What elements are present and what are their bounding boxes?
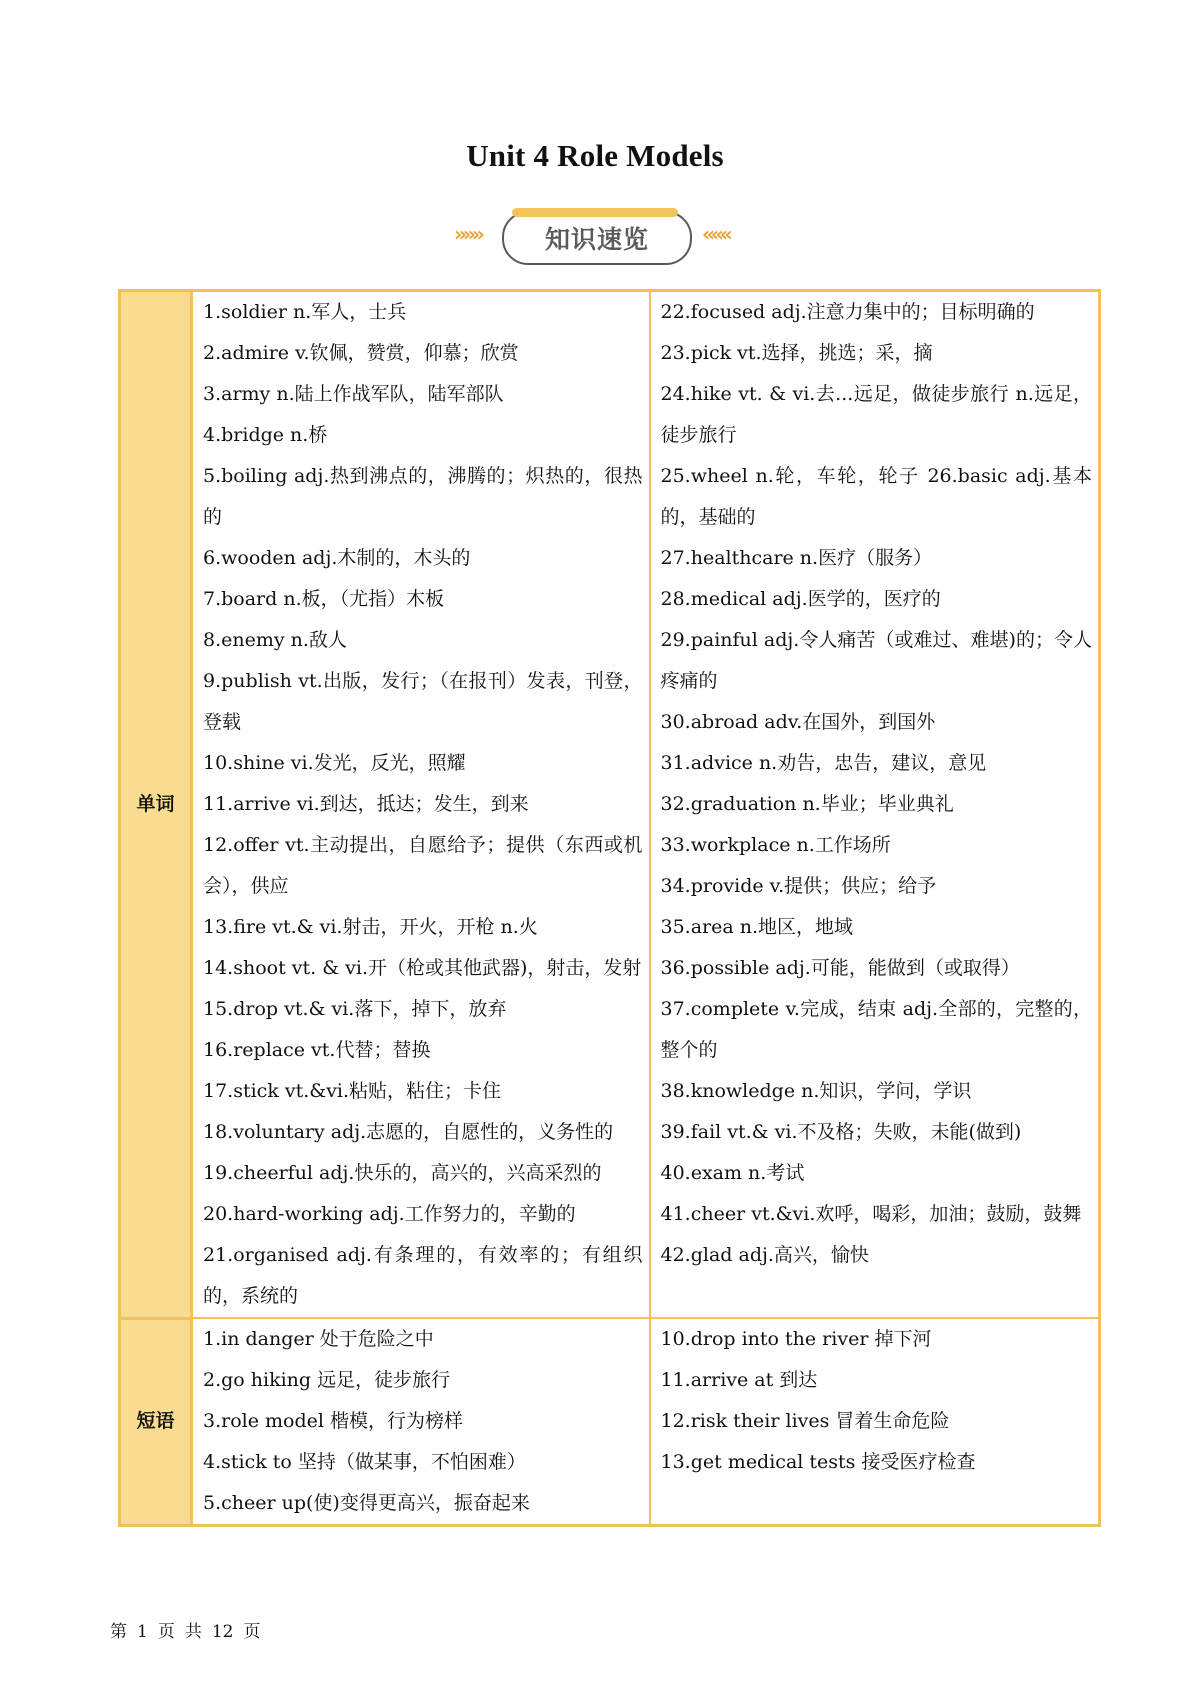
footer-page-word: 页 — [157, 1622, 175, 1642]
word-entry: 32.graduation n.毕业；毕业典礼 — [660, 793, 954, 815]
word-entry: 7.board n.板，（尤指）木板 — [203, 588, 445, 610]
phrase-entry: 4.stick to 坚持（做某事，不怕困难） — [203, 1451, 526, 1473]
left-chevrons-icon: »»» — [454, 222, 481, 246]
word-entry: 35.area n.地区，地域 — [660, 916, 854, 938]
word-entry: 41.cheer vt.&vi.欢呼，喝彩，加油；鼓励，鼓舞 — [660, 1203, 1082, 1225]
word-entry: 16.replace vt.代替；替换 — [203, 1039, 431, 1061]
words-category-label: 单词 — [120, 291, 192, 1319]
word-entry: 38.knowledge n.知识，学问，学识 — [660, 1080, 972, 1102]
word-entry: 36.possible adj.可能，能做到（或取得） — [660, 957, 1020, 979]
word-entry: 17.stick vt.&vi.粘贴，粘住；卡住 — [203, 1080, 502, 1102]
word-entry: 40.exam n.考试 — [660, 1162, 805, 1184]
word-entry: 23.pick vt.选择，挑选；采，摘 — [660, 342, 933, 364]
phrase-entry: 2.go hiking 远足，徒步旅行 — [203, 1369, 451, 1391]
word-entry: 21.organised adj.有条理的，有效率的；有组织的，系统的 — [203, 1244, 643, 1307]
footer-page-number: 1 — [137, 1622, 148, 1642]
word-entry: 30.abroad adv.在国外，到国外 — [660, 711, 936, 733]
word-entry: 3.army n.陆上作战军队，陆军部队 — [203, 383, 504, 405]
phrase-entry: 13.get medical tests 接受医疗检查 — [660, 1451, 976, 1473]
word-entry: 34.provide v.提供；供应；给予 — [660, 875, 937, 897]
word-entry: 12.offer vt.主动提出，自愿给予；提供（东西或机会），供应 — [203, 834, 643, 897]
word-entry: 14.shoot vt. & vi.开（枪或其他武器)，射击，发射 — [203, 957, 642, 979]
word-entry: 8.enemy n.敌人 — [203, 629, 347, 651]
word-entry: 5.boiling adj.热到沸点的，沸腾的；炽热的，很热的 — [203, 465, 643, 528]
word-entry: 10.shine vi.发光，反光，照耀 — [203, 752, 466, 774]
word-entry: 11.arrive vi.到达，抵达；发生，到来 — [203, 793, 529, 815]
word-entry: 4.bridge n.桥 — [203, 424, 328, 446]
word-entry: 20.hard-working adj.工作努力的，辛勤的 — [203, 1203, 576, 1225]
section-banner — [0, 211, 1190, 267]
word-entry: 29.painful adj.令人痛苦（或难过、难堪)的；令人疼痛的 — [660, 629, 1092, 692]
word-entry: 13.fire vt.& vi.射击，开火，开枪 n.火 — [203, 916, 538, 938]
words-row — [120, 291, 1100, 1319]
word-entry: 24.hike vt. & vi.去...远足，做徒步旅行 n.远足，徒步旅行 — [660, 383, 1092, 446]
phrases-category-label: 短语 — [120, 1318, 192, 1526]
phrase-entry: 1.in danger 处于危险之中 — [203, 1328, 434, 1350]
word-entry: 1.soldier n.军人，士兵 — [203, 301, 407, 323]
phrase-entry: 12.risk their lives 冒着生命危险 — [660, 1410, 950, 1432]
word-entry: 6.wooden adj.木制的，木头的 — [203, 547, 471, 569]
word-entry: 27.healthcare n.医疗（服务） — [660, 547, 933, 569]
word-entry: 42.glad adj.高兴，愉快 — [660, 1244, 869, 1266]
word-entry: 37.complete v.完成，结束 adj.全部的，完整的，整个的 — [660, 998, 1092, 1061]
phrases-right-column — [650, 1318, 1100, 1526]
word-entry: 25.wheel n.轮，车轮，轮子 26.basic adj.基本的，基础的 — [660, 465, 1092, 528]
footer-suffix: 页 — [243, 1622, 261, 1642]
phrase-entry: 11.arrive at 到达 — [660, 1369, 818, 1391]
page-title: Unit 4 Role Models — [466, 138, 724, 173]
word-entry: 39.fail vt.& vi.不及格；失败，未能(做到) — [660, 1121, 1022, 1143]
word-entry: 2.admire v.钦佩，赞赏，仰慕；欣赏 — [203, 342, 519, 364]
phrase-entry: 3.role model 楷模，行为榜样 — [203, 1410, 463, 1432]
banner-pill-accent — [512, 208, 678, 217]
banner-label: 知识速览 — [544, 225, 649, 254]
phrase-entry: 10.drop into the river 掉下河 — [660, 1328, 932, 1350]
word-entry: 22.focused adj.注意力集中的；目标明确的 — [660, 301, 1035, 323]
word-entry: 9.publish vt.出版，发行；（在报刊）发表，刊登，登载 — [203, 670, 643, 733]
word-entry: 31.advice n.劝告，忠告，建议，意见 — [660, 752, 987, 774]
vocabulary-table — [118, 289, 1101, 1527]
page-footer — [110, 1617, 270, 1642]
footer-prefix: 第 — [110, 1622, 127, 1642]
word-entry: 15.drop vt.& vi.落下，掉下，放弃 — [203, 998, 507, 1020]
words-right-column — [650, 291, 1100, 1319]
word-entry: 28.medical adj.医学的，医疗的 — [660, 588, 941, 610]
word-entry: 18.voluntary adj.志愿的，自愿性的，义务性的 — [203, 1121, 614, 1143]
footer-total-pages: 12 — [211, 1622, 234, 1642]
footer-total-word: 共 — [184, 1622, 202, 1642]
words-left-column — [192, 291, 650, 1319]
word-entry: 19.cheerful adj.快乐的，高兴的，兴高采烈的 — [203, 1162, 602, 1184]
phrase-entry: 5.cheer up(使)变得更高兴，振奋起来 — [203, 1492, 530, 1514]
right-chevrons-icon: ««« — [702, 222, 729, 246]
word-entry: 33.workplace n.工作场所 — [660, 834, 891, 856]
phrases-left-column — [192, 1318, 650, 1526]
phrases-row — [120, 1318, 1100, 1526]
